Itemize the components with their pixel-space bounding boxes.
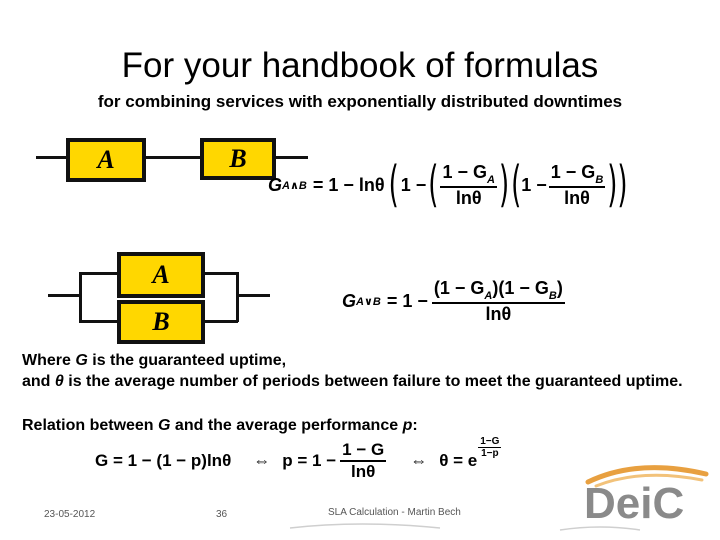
formula-series-frac2 — [549, 162, 605, 209]
text-line-relation-p: p — [402, 417, 413, 434]
text-line-relation-a: Relation between — [22, 417, 159, 434]
formula-parallel-lhs-sub: A∨B — [356, 296, 381, 308]
text-line-g-var: G — [75, 352, 88, 369]
formula-parallel-num-sub-1: A — [484, 290, 493, 302]
formula-series-outer-open: ( — [388, 157, 399, 214]
parallel-wire-a-out — [204, 272, 238, 275]
formula-series — [268, 157, 628, 214]
formula-relation — [95, 436, 503, 482]
formula-relation-part1: G = 1 − (1 − p)lnθ — [95, 451, 232, 470]
formula-relation-exp-num: 1−G — [480, 436, 500, 447]
formula-parallel-num-sub-2: B — [548, 290, 557, 302]
parallel-wire-b-out — [204, 320, 238, 323]
parallel-wire-left — [48, 294, 80, 297]
text-line-theta-a: and — [22, 373, 55, 390]
formula-series-eq: = 1 − lnθ — [312, 175, 385, 195]
formula-parallel-den: lnθ — [485, 304, 512, 324]
formula-relation-part2-num: 1 − G — [340, 440, 386, 462]
formula-series-frac1-num: 1 − G — [442, 162, 487, 182]
parallel-bus-left — [79, 272, 82, 322]
text-line-relation-g: G — [158, 417, 171, 434]
series-wire-right — [276, 156, 308, 159]
parallel-block-b: B — [117, 300, 205, 344]
formula-series-p2-open: ( — [511, 157, 522, 214]
text-line-theta-b: is the average number of periods between failure to meet the guaranteed uptime. — [63, 373, 683, 390]
parallel-block-a: A — [117, 252, 205, 298]
parallel-bus-right — [236, 272, 239, 322]
formula-series-inner-2: 1 − — [521, 175, 547, 195]
formula-relation-iff2: ⇔ — [410, 451, 428, 470]
formula-parallel-num-2: )(1 − G — [492, 278, 549, 298]
formula-parallel-num-3: ) — [556, 278, 563, 298]
formula-series-inner-1: 1 − — [400, 175, 427, 195]
formula-relation-iff1: ⇔ — [253, 451, 271, 470]
formula-parallel-eq: = 1 − — [386, 291, 428, 311]
parallel-wire-right — [236, 294, 270, 297]
formula-series-outer-close: ) — [617, 157, 628, 214]
parallel-wire-b-in — [79, 320, 119, 323]
formula-relation-part2-frac — [340, 440, 386, 482]
slide-subtitle: for combining services with exponentially distributed downtimes — [97, 92, 623, 111]
footer-author: SLA Calculation - Martin Bech — [328, 507, 461, 518]
formula-relation-part2-lhs: p = 1 − — [282, 451, 337, 470]
formula-relation-part2-den: lnθ — [351, 462, 376, 481]
formula-parallel-lhs: G — [342, 291, 357, 311]
formula-relation-exponent — [478, 436, 501, 459]
formula-parallel — [342, 278, 567, 325]
deic-logo — [578, 462, 716, 524]
text-line-g — [22, 350, 286, 371]
formula-relation-part3-lhs: θ = e — [439, 451, 478, 470]
formula-series-p1-open: ( — [428, 157, 439, 214]
formula-relation-exp-den: 1−p — [481, 448, 499, 459]
footer-page-number: 36 — [216, 509, 228, 520]
parallel-wire-a-in — [79, 272, 119, 275]
footer-date: 23-05-2012 — [44, 509, 96, 520]
series-wire-middle — [146, 156, 202, 159]
text-line-relation — [22, 415, 418, 436]
text-line-theta-var: θ — [54, 373, 64, 390]
series-block-b: B — [200, 138, 276, 180]
series-block-a: A — [66, 138, 146, 182]
formula-series-frac1 — [440, 162, 496, 209]
formula-series-lhs: G — [268, 175, 283, 195]
deic-logo-text: DeiC — [584, 479, 685, 524]
series-wire-left — [36, 156, 68, 159]
formula-series-p2-close: ) — [607, 157, 618, 214]
text-line-theta — [22, 371, 683, 392]
formula-series-lhs-sub: A∧B — [282, 180, 307, 192]
formula-series-p1-close: ) — [498, 157, 510, 214]
formula-series-frac2-num: 1 − G — [550, 162, 596, 182]
formula-parallel-num-1: (1 − G — [433, 278, 485, 298]
formula-parallel-frac — [432, 278, 565, 325]
text-line-relation-b: and the average performance — [170, 417, 403, 434]
text-line-g-b: is the guaranteed uptime, — [87, 352, 287, 369]
text-line-relation-c: : — [412, 417, 418, 434]
formula-series-frac1-den: lnθ — [455, 188, 482, 208]
formula-series-frac1-num-sub: A — [486, 174, 495, 186]
formula-series-frac2-den: lnθ — [564, 188, 590, 208]
formula-series-frac2-num-sub: B — [595, 174, 604, 186]
text-line-g-a: Where — [22, 352, 76, 369]
slide-title: For your handbook of formulas — [121, 46, 599, 85]
deic-logo-arc — [578, 462, 716, 524]
